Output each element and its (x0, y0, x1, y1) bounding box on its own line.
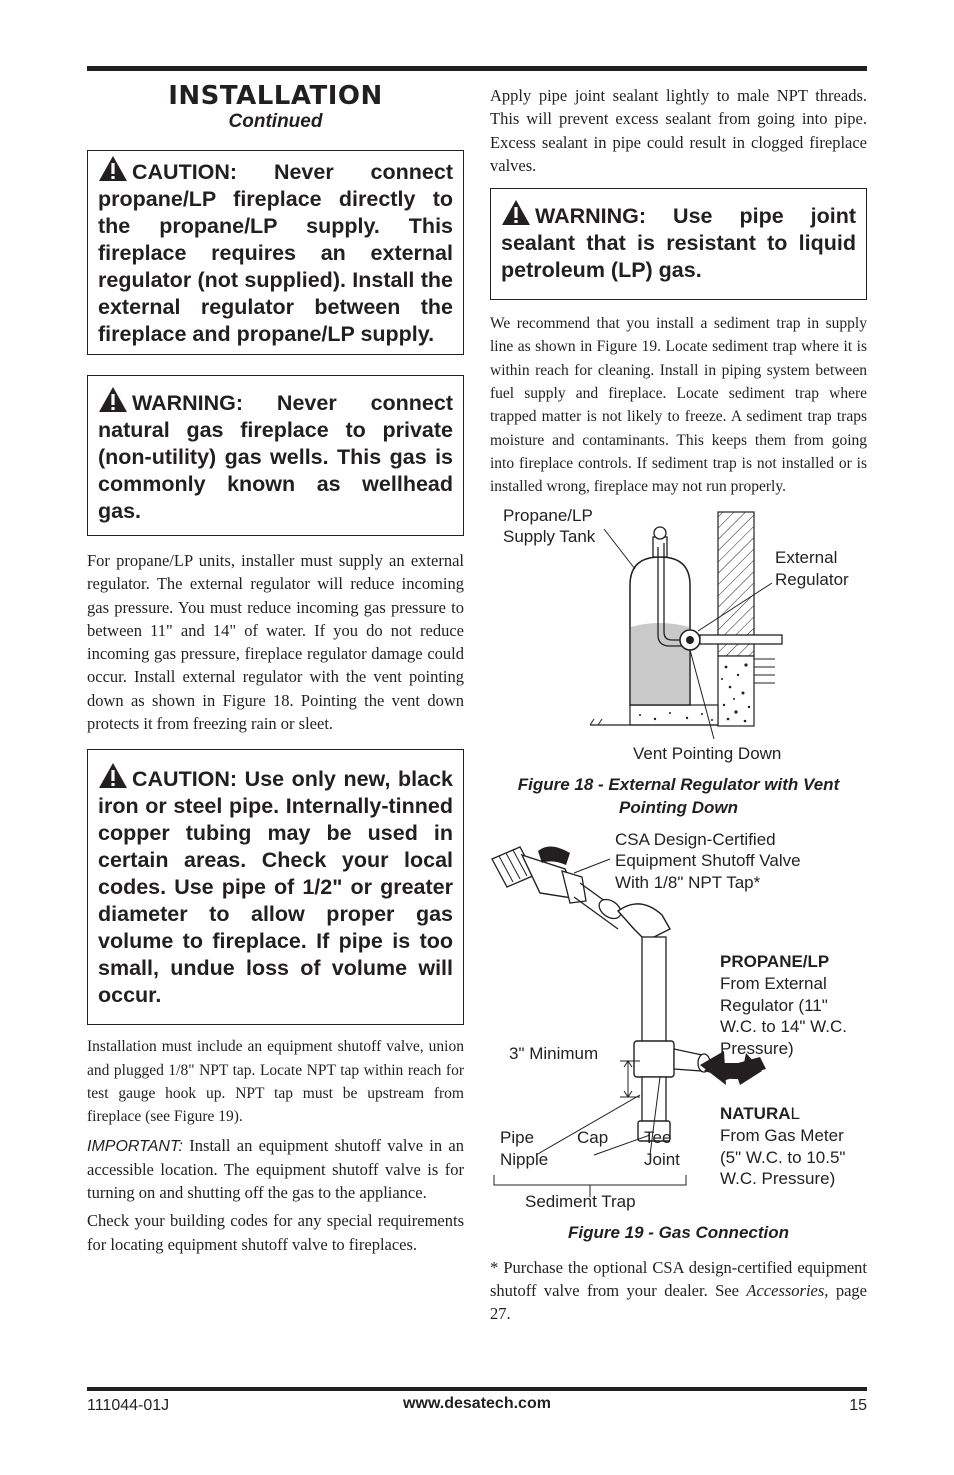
footnote-accessories (490, 1256, 867, 1326)
label-cap: Cap (577, 1127, 609, 1147)
label-3-inch-minimum: 3" Minimum (509, 1043, 599, 1063)
caution-box-pipe (87, 749, 464, 1025)
footer-rule (87, 1387, 867, 1391)
figure-18-caption-line-1: Figure 18 - External Regulator with Vent (517, 774, 840, 794)
paragraph-sediment-trap: We recommend that you install a sediment trap in supply line as shown in Figure 19. Locate sediment trap where it is within reach for cleaning. Install in piping system between fuel supply and fireplace. Locate sediment trap where trapped matter is not likely to freeze. A sediment trap traps moisture and contaminants. This keeps them from going into fireplace controls. If sediment trap is not installed or is installed wrong, fireplace may not run properly. (490, 315, 867, 496)
paragraph-shutoff-valve: Installation must include an equipment shutoff valve, union and plugged 1/8" NPT tap. Locate NPT tap within reach for test gauge hook up. NPT tap must be upstream from fireplace (see Figure 19). (87, 1038, 464, 1126)
paragraph-sealant: Apply pipe joint sealant lightly to male NPT threads. This will prevent excess sealant from going into pipe. Excess sealant in pipe could result in clogged fireplace valves. (490, 86, 867, 175)
figure-19 (490, 829, 867, 1237)
warning-box-sealant (490, 188, 867, 300)
header-rule (87, 66, 867, 71)
label-natural-1: From Gas Meter (720, 1125, 844, 1145)
label-natural-2: (5" W.C. to 10.5" (720, 1147, 846, 1167)
label-regulator-1: External (775, 547, 838, 567)
label-natural-rest: L (790, 1103, 800, 1123)
label-natural-title (720, 1103, 800, 1125)
label-pipe-2: Nipple (500, 1149, 549, 1169)
left-column (87, 78, 464, 1256)
footnote-text-1: * Purchase the optional CSA design-certified equipment shutoff valve from your dealer. See (490, 1257, 867, 1300)
paragraph-external-regulator: For propane/LP units, installer must supply an external regulator. The external regulator will reduce incoming gas pressure. You must reduce incoming gas pressure to between 11" and 14" of water. If you do not reduce incoming gas pressure, fireplace regulator damage could occur. Install external regulator with the vent pointing down as shown in Figure 18. Pointing the vent down protects it from freezing rain or sleet. (87, 551, 464, 734)
footer-page-number: 15 (849, 1397, 867, 1414)
warning-box-wellhead (87, 375, 464, 536)
warning-triangle-icon (98, 155, 128, 182)
section-subtitle: Continued (228, 111, 323, 132)
footnote-text-2: , page 27. (490, 1280, 867, 1324)
label-propane-3: W.C. to 14" W.C. (720, 1016, 847, 1036)
label-valve-3: With 1/8" NPT Tap* (615, 872, 761, 892)
figure-19-caption: Figure 19 - Gas Connection (567, 1222, 790, 1242)
important-text: Install an equipment shutoff valve in an accessible location. The equipment shutoff valve is for turning on and shutting off the gas to the appliance. (87, 1135, 464, 1203)
footnote-italic: Accessories (746, 1280, 825, 1300)
figure-18-caption-line-2: Pointing Down (619, 797, 738, 817)
label-vent-pointing-down: Vent Pointing Down (633, 743, 782, 763)
caution-text-propane: CAUTION: Never connect propane/LP fireplace directly to the propane/LP supply. This fireplace requires an external regulator (not supplied). Install the external regulator between the fireplace and propane/LP supply. (98, 160, 453, 346)
important-label: IMPORTANT: (87, 1137, 183, 1155)
paragraph-building-codes: Check your building codes for any special requirements for locating equipment shutoff valve to fireplaces. (87, 1211, 464, 1254)
label-tee-2: Joint (644, 1149, 680, 1169)
label-sediment-trap: Sediment Trap (525, 1191, 636, 1211)
label-natural-bold: NATURA (720, 1103, 791, 1123)
label-propane-2: Regulator (11" (720, 995, 828, 1015)
caution-box-propane (87, 150, 464, 355)
label-propane-1: From External (720, 973, 827, 993)
warning-triangle-icon (98, 762, 128, 789)
warning-text-wellhead: WARNING: Never connect natural gas fireplace to private (non-utility) gas wells. This gas is commonly known as wellhead gas. (98, 391, 453, 523)
label-tee-1: Tee (644, 1127, 672, 1147)
footer-website-link[interactable]: www.desatech.com (403, 1395, 551, 1412)
label-propane-title: PROPANE/LP (720, 951, 830, 971)
label-tank-2: Supply Tank (503, 526, 596, 546)
label-valve-1: CSA Design-Certified (615, 829, 776, 849)
label-pipe-1: Pipe (500, 1127, 535, 1147)
footer-part-number: 111044-01J (87, 1397, 170, 1414)
warning-triangle-icon (501, 199, 531, 226)
figure-18 (490, 507, 867, 767)
label-natural-3: W.C. Pressure) (720, 1168, 836, 1188)
right-column (490, 78, 867, 1325)
paragraph-important (87, 1134, 464, 1205)
label-regulator-2: Regulator (775, 569, 849, 589)
label-tank-1: Propane/LP (503, 505, 593, 525)
caution-text-pipe: CAUTION: Use only new, black iron or steel pipe. Internally-tinned copper tubing may be used in certain areas. Check your local codes. Use pipe of 1/2" or greater diameter to allow proper gas volume to fireplace. If pipe is too small, undue loss of volume will occur. (98, 767, 453, 1008)
warning-text-sealant: WARNING: Use pipe joint sealant that is resistant to liquid petroleum (LP) gas. (501, 204, 856, 283)
label-propane-4: Pressure) (720, 1038, 794, 1058)
label-valve-2: Equipment Shutoff Valve (615, 850, 801, 870)
section-title: INSTALLATION (168, 81, 383, 111)
warning-triangle-icon (98, 386, 128, 413)
figure-18-caption (490, 773, 867, 819)
